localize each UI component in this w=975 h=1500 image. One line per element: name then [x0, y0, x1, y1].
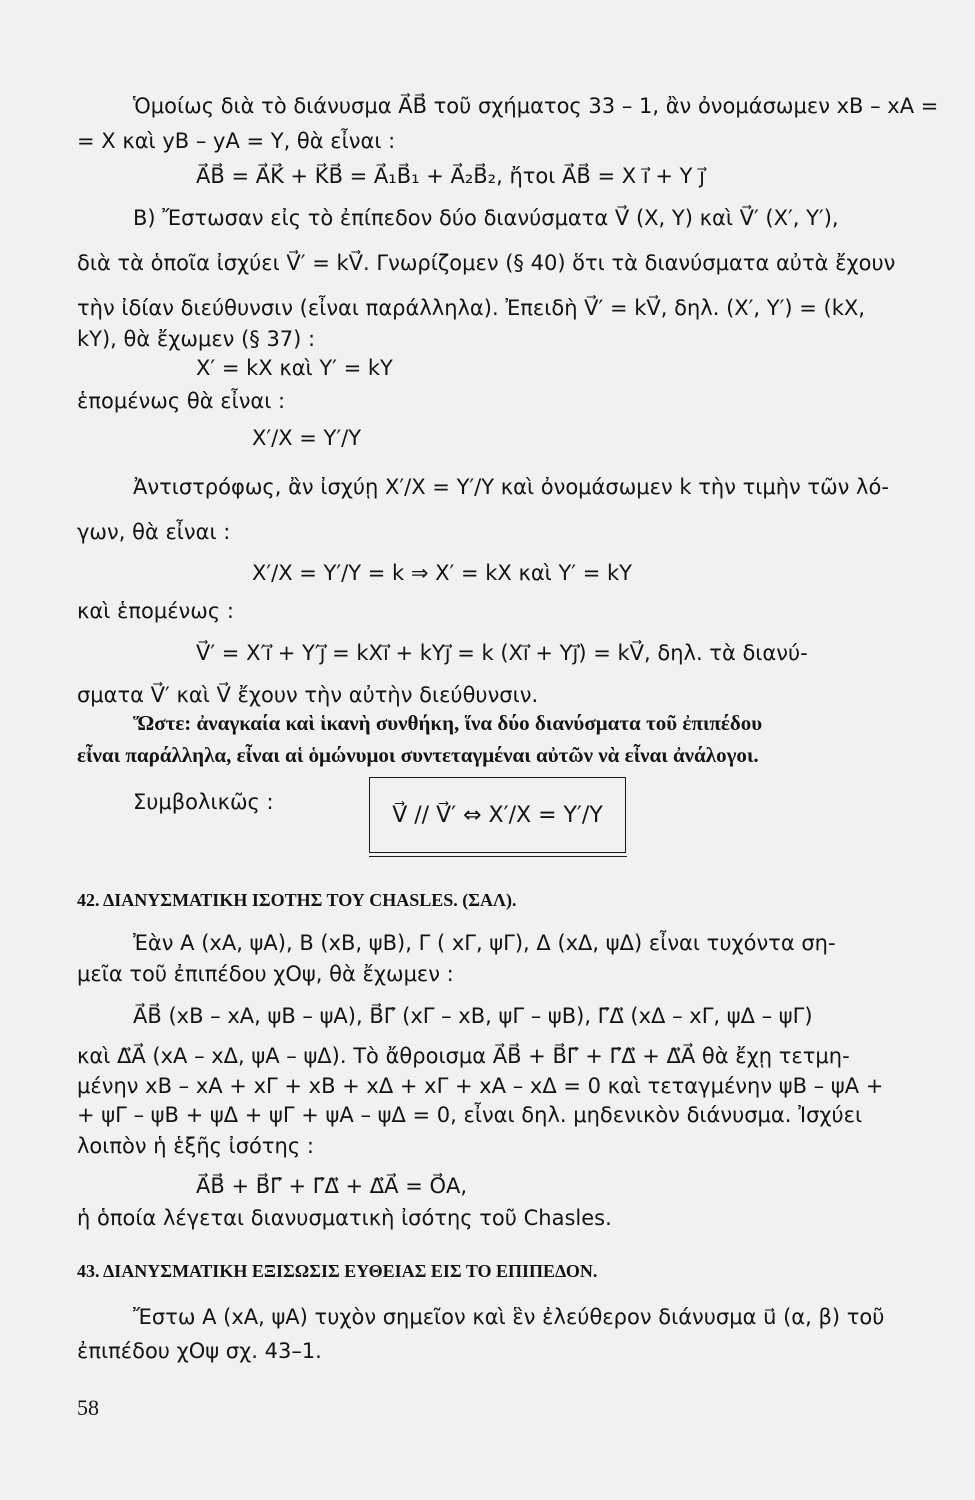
- text-line: Ἔστω A (xA, ψA) τυχὸν σημεῖον καὶ ἓν ἐλεύθερον διάνυσμα u⃗ (α, β) τοῦ: [133, 1305, 885, 1329]
- text-line: σματα V⃗′ καὶ V⃗ ἔχουν τὴν αὐτὴν διεύθυνσιν.: [77, 683, 539, 707]
- text-line: λοιπὸν ἡ ἑξῆς ἰσότης :: [77, 1134, 314, 1158]
- text-line: B) Ἔστωσαν εἰς τὸ ἐπίπεδον δύο διανύσματα V⃗ (X, Y) καὶ V⃗′ (X′, Y′),: [133, 206, 839, 230]
- text-line: τὴν ἰδίαν διεύθυνσιν (εἶναι παράλληλα). Ἐπειδὴ V⃗′ = kV⃗, δηλ. (X′, Y′) = (kX,: [77, 296, 865, 320]
- text-line: διὰ τὰ ὁποῖα ἰσχύει V⃗′ = kV⃗. Γνωρίζομεν (§ 40) ὅτι τὰ διανύσματα αὐτὰ ἔχουν: [77, 251, 896, 275]
- equation-ratio: X′/X = Y′/Y: [252, 426, 362, 450]
- text-line: A⃗B⃗ (xB – xA, ψB – ψA), B⃗Γ⃗ (xΓ – xB, ψΓ – ψB), Γ⃗Δ⃗ (xΔ – xΓ, ψΔ – ψΓ): [133, 1004, 813, 1028]
- equation-v-prime: V⃗′ = X′i⃗ + Y′j⃗ = kXi⃗ + kYj⃗ = k (Xi⃗ + Yj⃗) = kV⃗, δηλ. τὰ διανύ-: [196, 641, 808, 665]
- text-line: Ὁμοίως διὰ τὸ διάνυσμα A⃗B⃗ τοῦ σχήματος 33 – 1, ἂν ὀνομάσωμεν xB – xA =: [133, 94, 939, 118]
- text-line: μεῖα τοῦ ἐπιπέδου χOψ, θὰ ἔχωμεν :: [77, 962, 454, 986]
- boxed-formula-text: V⃗ // V⃗′ ⇔ X′/X = Y′/Y: [392, 802, 603, 828]
- text-line: = X καὶ yB – yA = Y, θὰ εἶναι :: [77, 129, 396, 153]
- text-line: Συμβολικῶς :: [133, 790, 274, 814]
- theorem-line: Ὥστε: ἀναγκαία καὶ ἱκανὴ συνθήκη, ἵνα δύο διανύσματα τοῦ ἐπιπέδου: [133, 711, 763, 735]
- text-line: καὶ Δ⃗A⃗ (xA – xΔ, ψA – ψΔ). Τὸ ἄθροισμα A⃗B⃗ + B⃗Γ⃗ + Γ⃗Δ⃗ + Δ⃗A⃗ θὰ ἔχῃ τετμη-: [77, 1044, 850, 1068]
- text-line: ἐπιπέδου χOψ σχ. 43–1.: [77, 1339, 322, 1363]
- text-line: kY), θὰ ἔχωμεν (§ 37) :: [77, 327, 316, 351]
- text-line: ἑπομένως θὰ εἶναι :: [77, 389, 286, 413]
- text-line: Ἀντιστρόφως, ἂν ἰσχύῃ X′/X = Y′/Y καὶ ὀνομάσωμεν k τὴν τιμὴν τῶν λό-: [133, 475, 889, 499]
- box-underline: [369, 856, 627, 857]
- section-heading-43: 43. ΔΙΑΝΥΣΜΑΤΙΚΗ ΕΞΙΣΩΣΙΣ ΕΥΘΕΙΑΣ ΕΙΣ ΤΟ ΕΠΙΠΕΔΟΝ.: [77, 1261, 598, 1281]
- text-line: μένην xB – xA + xΓ + xB + xΔ + xΓ + xA – xΔ = 0 καὶ τεταγμένην ψB – ψA +: [77, 1074, 884, 1098]
- theorem-line: εἶναι παράλληλα, εἶναι αἱ ὁμώνυμοι συντεταγμέναι αὐτῶν νὰ εἶναι ἀνάλογοι.: [77, 743, 759, 767]
- equation-ratio-k: X′/X = Y′/Y = k ⇒ X′ = kX καὶ Y′ = kY: [252, 561, 632, 585]
- boxed-formula: [369, 777, 626, 853]
- text-line: ἡ ὁποία λέγεται διανυσματικὴ ἰσότης τοῦ Chasles.: [77, 1206, 612, 1230]
- text-line: καὶ ἑπομένως :: [77, 599, 234, 623]
- text-line: Ἐὰν A (xA, ψA), B (xB, ψB), Γ ( xΓ, ψΓ), Δ (xΔ, ψΔ) εἶναι τυχόντα ση-: [133, 931, 836, 955]
- equation-proportional-coordinates: X′ = kX καὶ Y′ = kY: [196, 356, 393, 380]
- text-line: + ψΓ – ψB + ψΔ + ψΓ + ψA – ψΔ = 0, εἶναι δηλ. μηδενικὸν διάνυσμα. Ἰσχύει: [77, 1103, 863, 1127]
- page-number: 58: [77, 1395, 99, 1420]
- equation-ab-decomposition: A⃗B⃗ = A⃗K⃗ + K⃗B⃗ = A⃗₁B⃗₁ + A⃗₂B⃗₂, ἤτοι A⃗B⃗ = X i⃗ + Y j⃗: [196, 164, 705, 188]
- text-line: γων, θὰ εἶναι :: [77, 520, 231, 544]
- section-heading-42: 42. ΔΙΑΝΥΣΜΑΤΙΚΗ ΙΣΟΤΗΣ ΤΟΥ CHASLES. (ΣΑΛ).: [77, 890, 517, 910]
- equation-chasles: A⃗B⃗ + B⃗Γ⃗ + Γ⃗Δ⃗ + Δ⃗A⃗ = O⃗A,: [196, 1174, 468, 1198]
